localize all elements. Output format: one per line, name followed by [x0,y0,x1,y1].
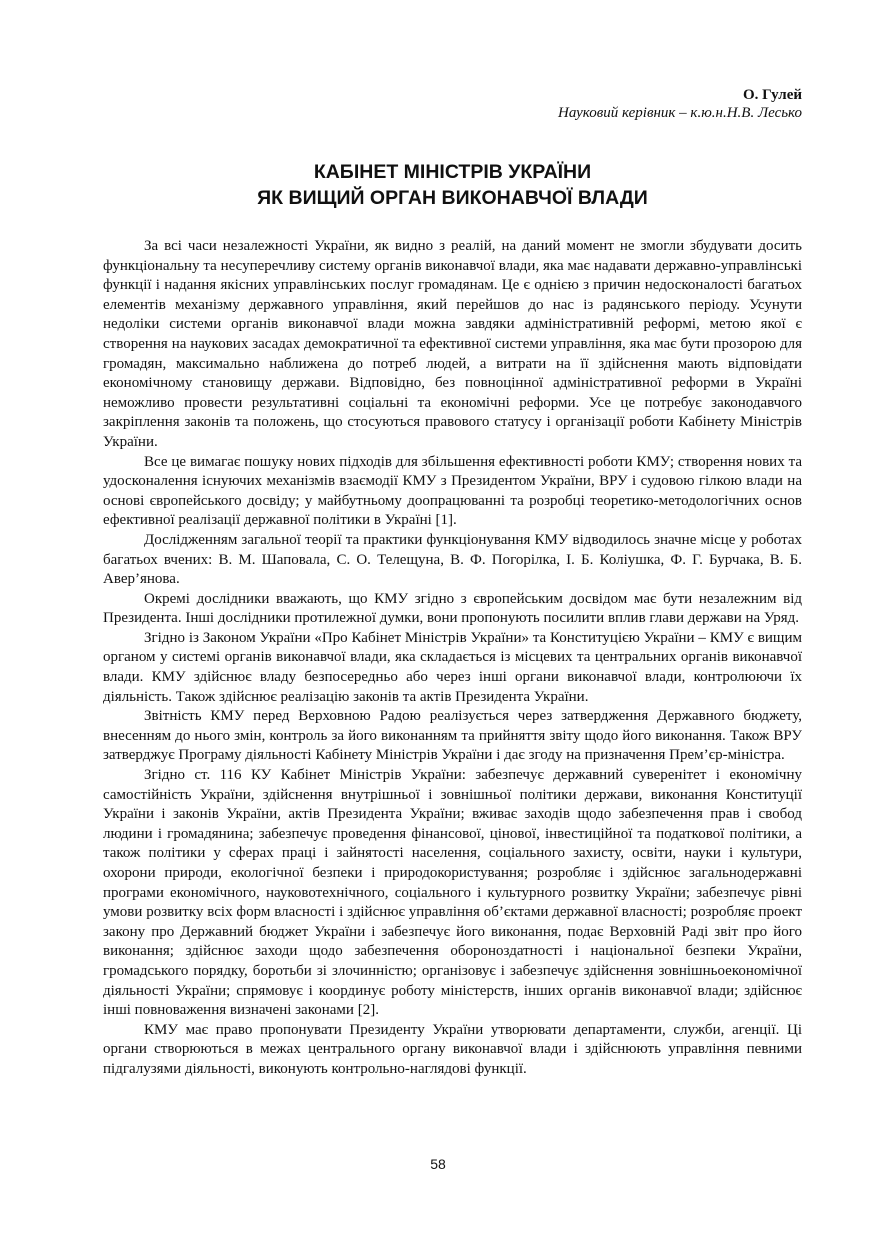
paragraph: Дослідженням загальної теорії та практики функціонування КМУ відводилось значне місце у роботах багатьох вчених: В. М. Шаповала, С. О. Телещуна, В. Ф. Погорілка, І. Б. Коліушка, Ф. Г. Бурчака, В. Б. Авер’янова. [103,531,802,588]
article-title [103,159,802,211]
paragraph: Згідно ст. 116 КУ Кабінет Міністрів України: забезпечує державний суверенітет і економічну самостійність України, здійснення внутрішньої і зовнішньої політики держави, виконання Конституції України і законів України, актів Президента України; вживає заходів щодо забезпечення прав і свобод людини і громадянина; забезпечує проведення фінансової, цінової, інвестиційної та податкової політики, а також політики у сферах праці і зайнятості населення, соціального захисту, освіти, науки і культури, охорони природи, екологічної безпеки і природокористування; розробляє і здійснює загальнодержавні програми економічного, науковотехнічного, соціального і культурного розвитку України; забезпечує рівні умови розвитку всіх форм власності і здійснює управління об’єктами державної власності; розробляє проект закону про Державний бюджет України і забезпечує його виконання, подає Верховній Раді звіт про його виконання; здійснює заходи щодо забезпечення обороноздатності і національної безпеки України, громадського порядку, боротьби зі злочинністю; організовує і забезпечує здійснення зовнішньоекономічної діяльності України; спрямовує і координує роботу міністерств, інших органів виконавчої влади; здійснює інші повноваження визначені законами [2]. [103,767,802,1019]
article-body [103,237,802,1080]
scientific-advisor: Науковий керівник – к.ю.н.Н.В. Лесько [557,105,802,121]
paragraph: Згідно із Законом України «Про Кабінет Міністрів України» та Конституцією України – КМУ є вищим органом у системі органів виконавчої влади, яка складається із місцевих та центральних органів виконавчої влади. КМУ здійснює владу безпосередньо або через інші органи виконавчої влади, контролюючи їх діяльність. Також здійснює реалізацію законів та актів Президента України. [103,629,802,705]
paragraph: Окремі дослідники вважають, що КМУ згідно з європейським досвідом має бути незалежним від Президента. Інші дослідники протилежної думки, вони пропонують посилити вплив глави держави на Уряд. [103,590,802,627]
paragraph: За всі часи незалежності України, як видно з реалій, на даний момент не змогли збудувати досить функціональну та несуперечливу систему органів виконавчої влади, яка має надавати державно-управлінські функції і надання якісних управлінських послуг громадянам. Це є однією з причин недосконалості багатьох елементів механізму державного управління, який перейшов до нас із радянського періоду. Усунути недоліки системи органів виконавчої влади можна завдяки адміністративній реформі, метою якої є створення на наукових засадах демократичної та ефективної системи управління, яка має бути прозорою для громадян, максимально наближена до потреб людей, а витрати на її здійснення мають відповідати економічному становищу держави. Відповідно, без повноцінної адміністративної реформи в Україні неможливо провести результативні соціальні та економічні реформи. Усе це потребує законодавчого закріплення законів та положень, що стосуються правового статусу і організації роботи Кабінету Міністрів України. [103,238,802,450]
page-number: 58 [430,1156,446,1172]
paragraph: Звітність КМУ перед Верховною Радою реалізується через затвердження Державного бюджету, внесенням до нього змін, контроль за його виконанням та прийняття звіту щодо його виконання. Також ВРУ затверджує Програму діяльності Кабінету Міністрів України і дає згоду на призначення Прем’єр-міністра. [103,708,802,764]
paragraph: Все це вимагає пошуку нових підходів для збільшення ефективності роботи КМУ; створення нових та удосконалення існуючих механізмів взаємодії КМУ з Президентом України, ВРУ і судовою гілкою влади на основі європейського досвіду; у майбутньому доопрацюванні та розробці теоретико-методологічних основ ефективної реалізації державної політики в Україні [1]. [103,453,802,529]
paragraph: КМУ має право пропонувати Президенту України утворювати департаменти, служби, агенції. Ці органи створюються в межах центрального органу виконавчої влади і здійснюють управління певними підгалузями діяльності, виконують контрольно-наглядові функції. [103,1021,802,1077]
author-name: О. Гулей [743,87,802,103]
title-line-2: ЯК ВИЩИЙ ОРГАН ВИКОНАВЧОЇ ВЛАДИ [257,187,648,209]
title-line-1: КАБІНЕТ МІНІСТРІВ УКРАЇНИ [313,161,592,183]
